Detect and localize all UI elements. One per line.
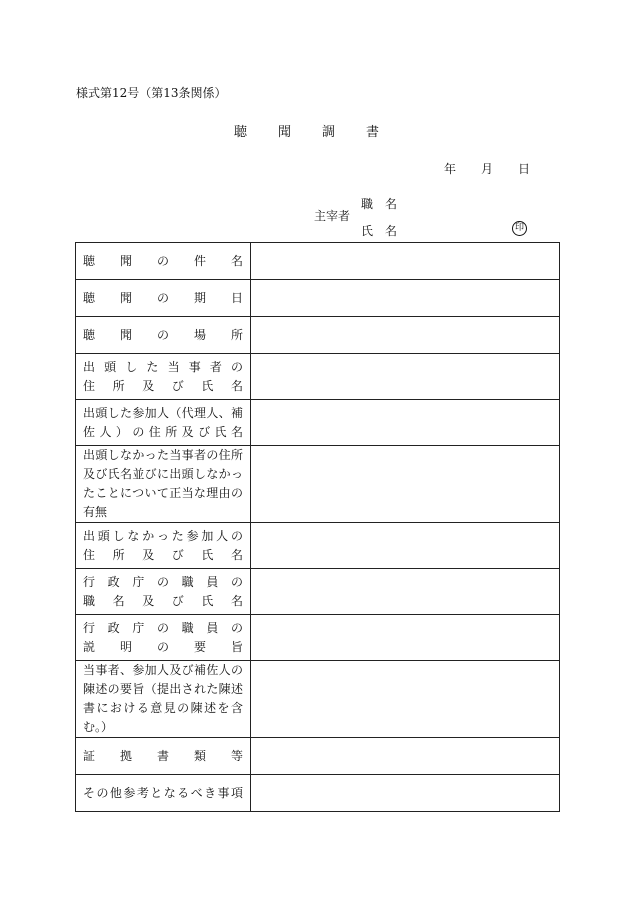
row-value-field[interactable] [251, 738, 560, 775]
table-row [76, 317, 560, 354]
row-label-line: 及び氏名並びに出頭しなかっ [83, 467, 243, 481]
row-label-line: 住所及び氏名 [83, 547, 243, 562]
row-value-field[interactable] [251, 243, 560, 280]
table-row [76, 615, 560, 661]
row-label-line: 出頭した参加人（代理人、補 [83, 405, 243, 420]
table-row [76, 280, 560, 317]
row-label-line: 出頭しなかった当事者の住所 [83, 448, 243, 462]
row-label-cell [76, 400, 251, 446]
row-label-line: 職名及び氏名 [83, 593, 243, 608]
presider-label: 主宰者 [314, 209, 351, 223]
row-value-field[interactable] [251, 280, 560, 317]
table-row [76, 661, 560, 738]
table-row [76, 446, 560, 523]
row-value-field[interactable] [251, 400, 560, 446]
table-row [76, 354, 560, 400]
row-label-cell [76, 523, 251, 569]
row-label-cell [76, 317, 251, 354]
row-label-cell [76, 738, 251, 775]
row-label-line: 書における意見の陳述を含 [83, 701, 243, 715]
row-label-line: む。） [83, 720, 114, 734]
seal-mark: 印 [512, 221, 527, 236]
row-label-line: 証拠書類等 [83, 748, 243, 763]
row-value-field[interactable] [251, 317, 560, 354]
table-row [76, 400, 560, 446]
row-value-field[interactable] [251, 569, 560, 615]
row-label-line: 説明の要旨 [83, 639, 243, 654]
table-row [76, 738, 560, 775]
row-label-cell [76, 280, 251, 317]
row-value-field[interactable] [251, 661, 560, 738]
row-label-cell [76, 243, 251, 280]
row-label-line: その他参考となるべき事項 [83, 785, 243, 800]
date-month-label: 月 [481, 162, 494, 176]
table-row [76, 569, 560, 615]
name-label: 氏名 [361, 224, 410, 238]
table-row [76, 775, 560, 812]
row-value-field[interactable] [251, 354, 560, 400]
document-title: 聴聞調書 [234, 125, 411, 140]
row-label-line: 聴聞の場所 [83, 327, 243, 342]
row-label-line: 行政庁の職員の [83, 574, 243, 589]
row-label-line: 聴聞の件名 [83, 253, 243, 268]
row-label-line: 出頭しなかった参加人の [83, 528, 243, 543]
row-label-line: 有無 [83, 505, 108, 519]
row-label-line: 出頭した当事者の [83, 359, 243, 374]
hearing-record-table [75, 242, 560, 812]
position-label: 職名 [361, 197, 410, 211]
table-row [76, 243, 560, 280]
row-value-field[interactable] [251, 523, 560, 569]
table-row [76, 523, 560, 569]
row-value-field[interactable] [251, 775, 560, 812]
row-label-line: 行政庁の職員の [83, 620, 243, 635]
row-label-line: 住所及び氏名 [83, 378, 243, 393]
row-label-cell [76, 661, 251, 738]
date-day-label: 日 [518, 162, 531, 176]
row-label-cell [76, 569, 251, 615]
row-label-line: 聴聞の期日 [83, 290, 243, 305]
row-label-line: 陳述の要旨（提出された陳述 [83, 682, 243, 696]
row-label-line: 佐人）の住所及び氏名 [83, 424, 243, 439]
row-label-line: たことについて正当な理由の [83, 486, 243, 500]
row-label-line: 当事者、参加人及び補佐人の [83, 663, 243, 677]
row-label-cell [76, 354, 251, 400]
form-reference: 様式第12号（第13条関係） [76, 86, 227, 100]
row-value-field[interactable] [251, 446, 560, 523]
row-label-cell [76, 446, 251, 523]
date-line [444, 160, 555, 177]
date-year-label: 年 [444, 162, 457, 176]
row-label-cell [76, 615, 251, 661]
row-label-cell [76, 775, 251, 812]
row-value-field[interactable] [251, 615, 560, 661]
